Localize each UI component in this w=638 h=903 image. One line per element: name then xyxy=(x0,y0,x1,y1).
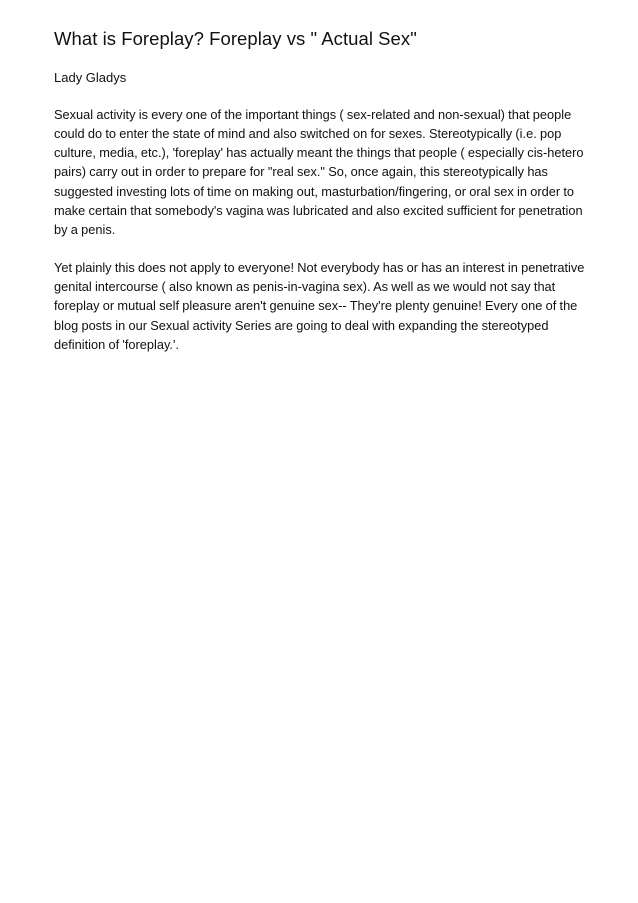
document-author: Lady Gladys xyxy=(54,70,127,85)
document-title: What is Foreplay? Foreplay vs " Actual Sex" xyxy=(54,28,417,49)
document-body xyxy=(54,27,589,354)
paragraph-1: Sexual activity is every one of the important things ( sex-related and non-sexual) that people could do to enter the state of mind and also switched on for sexes. Stereotypically (i.e. pop culture, media, etc.), 'foreplay' has actually meant the things that people ( especially cis-hetero pairs) carry out in order to prepare for "real sex." So, once again, this stereotypically has suggested investing lots of time on making out, masturbation/fingering, or oral sex in order to make certain that somebody's vagina was lubricated and also excited sufficient for penetration by a penis. xyxy=(54,107,584,237)
paragraph-2: Yet plainly this does not apply to everyone! Not everybody has or has an interest in penetrative genital intercourse ( also known as penis-in-vagina sex). As well as we would not say that foreplay or mutual self pleasure aren't genuine sex-- They're plenty genuine! Every one of the blog posts in our Sexual activity Series are going to deal with expanding the stereotyped definition of 'foreplay.'. xyxy=(54,260,585,352)
